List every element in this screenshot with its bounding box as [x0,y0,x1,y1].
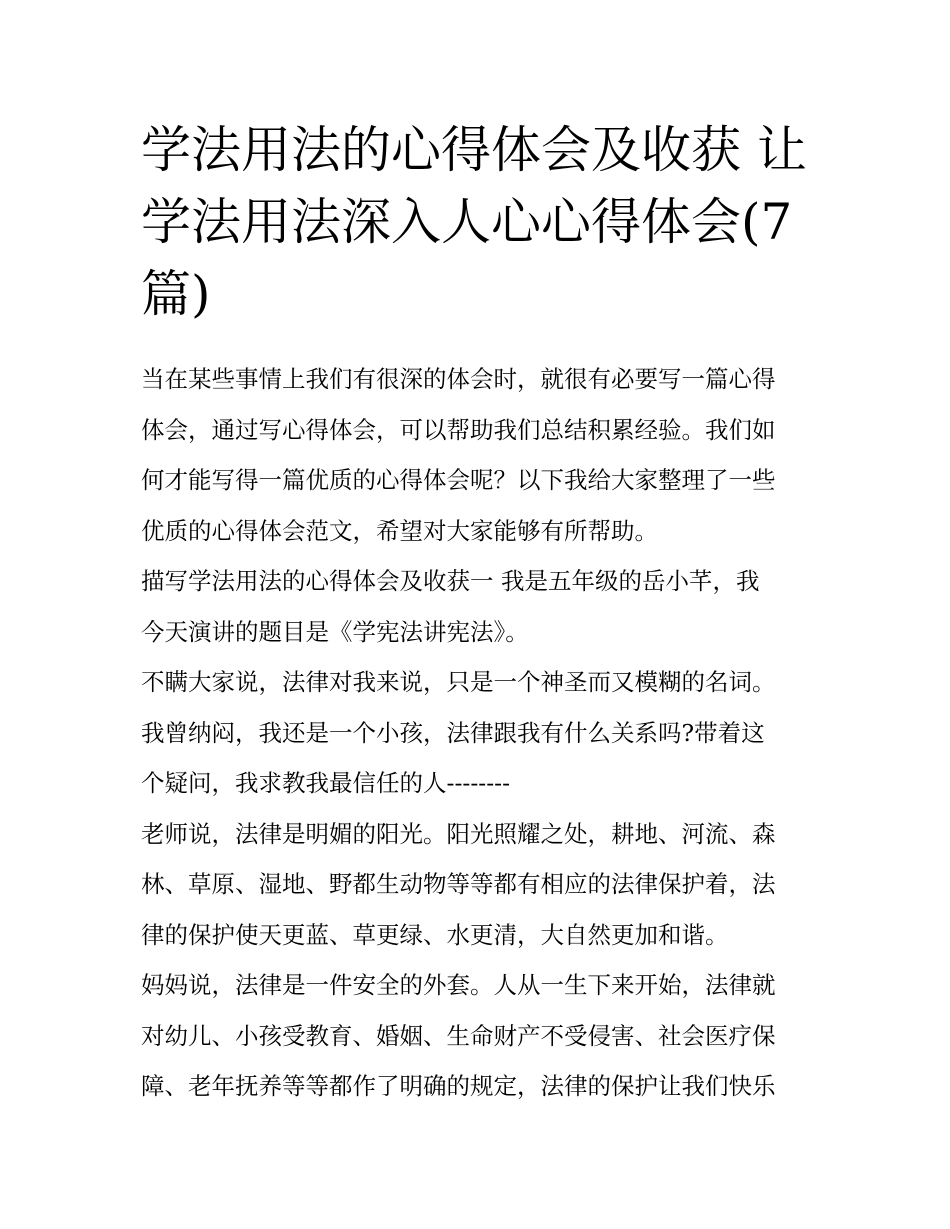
text-line: 对幼儿、小孩受教育、婚姻、生命财产不受侵害、社会医疗保 [141,1021,776,1050]
text-line: 个疑问，我求教我最信任的人-------- [141,769,511,797]
paragraph-teacher [141,809,821,961]
text-line: 我曾纳闷，我还是一个小孩，法律跟我有什么关系吗?带着这 [141,718,765,747]
document-body [141,354,821,1112]
text-line: 今天演讲的题目是《学宪法讲宪法》。 [141,617,529,646]
document-title [141,114,821,330]
text-line: 妈妈说，法律是一件安全的外套。人从一生下来开始，法律就 [141,971,776,999]
paragraph-section-one [141,556,821,657]
text-line: 林、草原、湿地、野都生动物等等都有相应的法律保护着，法 [141,870,776,898]
title-line: 篇) [141,265,211,323]
text-line: 律的保护使天更蓝、草更绿、水更清，大自然更加和谐。 [141,920,729,949]
paragraph-law-meaning [141,657,821,809]
text-line: 优质的心得体会范文，希望对大家能够有所帮助。 [141,516,658,545]
title-line: 学法用法的心得体会及收获 让 [141,121,807,179]
text-line: 障、老年抚养等等都作了明确的规定，法律的保护让我们快乐 [141,1072,776,1100]
text-line: 描写学法用法的心得体会及收获一 我是五年级的岳小芊，我 [141,567,760,595]
text-line: 不瞒大家说，法律对我来说，只是一个神圣而又模糊的名词。 [141,668,776,696]
text-line: 老师说，法律是明媚的阳光。阳光照耀之处，耕地、河流、森 [141,819,776,848]
title-line: 学法用法深入人心心得体会(7 [141,193,793,251]
text-line: 当在某些事情上我们有很深的体会时，就很有必要写一篇心得 [141,365,776,393]
text-line: 何才能写得一篇优质的心得体会呢？以下我给大家整理了一些 [141,466,776,494]
text-line: 体会，通过写心得体会，可以帮助我们总结积累经验。我们如 [141,415,776,444]
paragraph-mother [141,960,821,1112]
paragraph-intro [141,354,821,556]
